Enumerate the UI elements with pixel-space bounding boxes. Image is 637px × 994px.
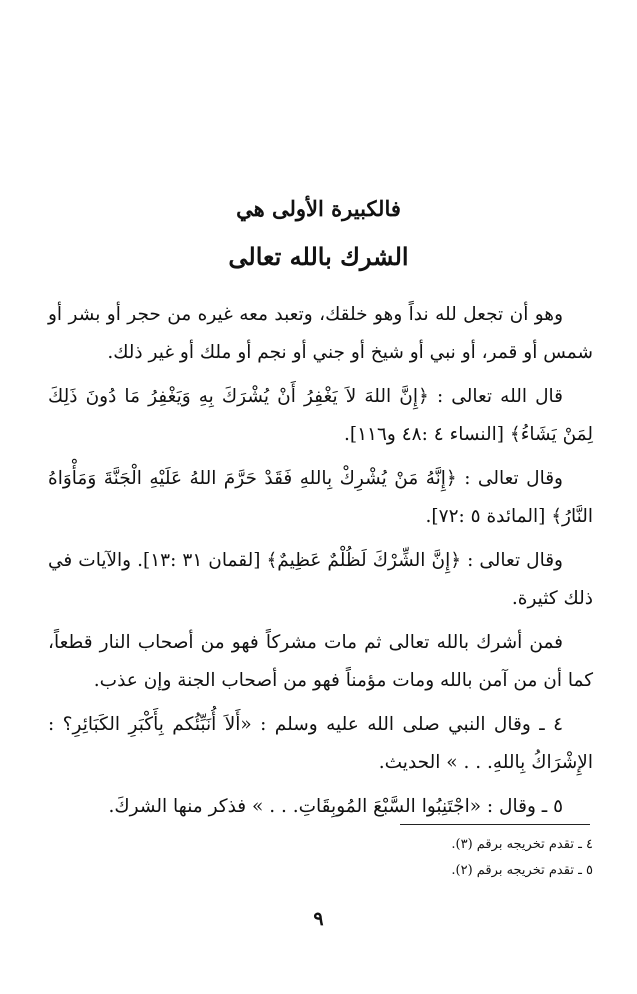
paragraph-ruling: فمن أشرك بالله تعالى ثم مات مشركاً فهو من أصحاب النار قطعاً، كما أن من آمن بالله ومات مؤمناً فهو من أصحاب الجنة وإن عذب. [48,632,593,691]
chapter-title: الشرك بالله تعالى [228,242,409,271]
footnotes [48,832,593,884]
chapter-heading: فالكبيرة الأولى هي [236,196,401,221]
main-text [48,296,593,826]
paragraph-hadith-5: ٥ ـ وقال : «اجْتَنِبُوا السَّبْعَ المُوبِقَاتِ. . . » فذكر منها الشركَ. [108,796,563,817]
page-number: ٩ [313,908,324,930]
paragraph-verse-nisa: قال الله تعالى : ﴿إِنَّ اللهَ لاَ يَغْفِرُ أَنْ يُشْرَكَ بِهِ وَيَغْفِرُ مَا دُونَ ذَلِكَ لِمَنْ يَشَاءُ﴾ [النساء ٤ :٤٨ و١١٦]. [48,386,593,445]
paragraph-verse-maidah: وقال تعالى : ﴿إِنَّهُ مَنْ يُشْرِكْ بِاللهِ فَقَدْ حَرَّمَ اللهُ عَلَيْهِ الْجَنَّةَ وَمَأْوَاهُ النَّارُ﴾ [المائدة ٥ :٧٢]. [48,468,593,527]
paragraph-hadith-4: ٤ ـ وقال النبي صلى الله عليه وسلم : «أَلاَ أُنَبِّئُكم بِأَكْبَرِ الكَبَائِرِ؟ : الإِشْرَاكُ بِاللهِ. . . » الحديث. [48,714,593,773]
paragraph-verse-luqman: وقال تعالى : ﴿إِنَّ الشِّرْكَ لَظُلْمٌ عَظِيمٌ﴾ [لقمان ٣١ :١٣]. والآيات في ذلك كثيرة. [48,550,593,609]
footnote-4: ٤ ـ تقدم تخريجه برقم (٣). [451,837,593,852]
footnote-5: ٥ ـ تقدم تخريجه برقم (٢). [451,863,593,878]
footnote-divider [400,824,590,825]
paragraph-definition: وهو أن تجعل لله نداً وهو خلقك، وتعبد معه غيره من حجر أو بشر أو شمس أو قمر، أو نبي أو شيخ أو جني أو نجم أو ملك أو غير ذلك. [48,304,593,363]
